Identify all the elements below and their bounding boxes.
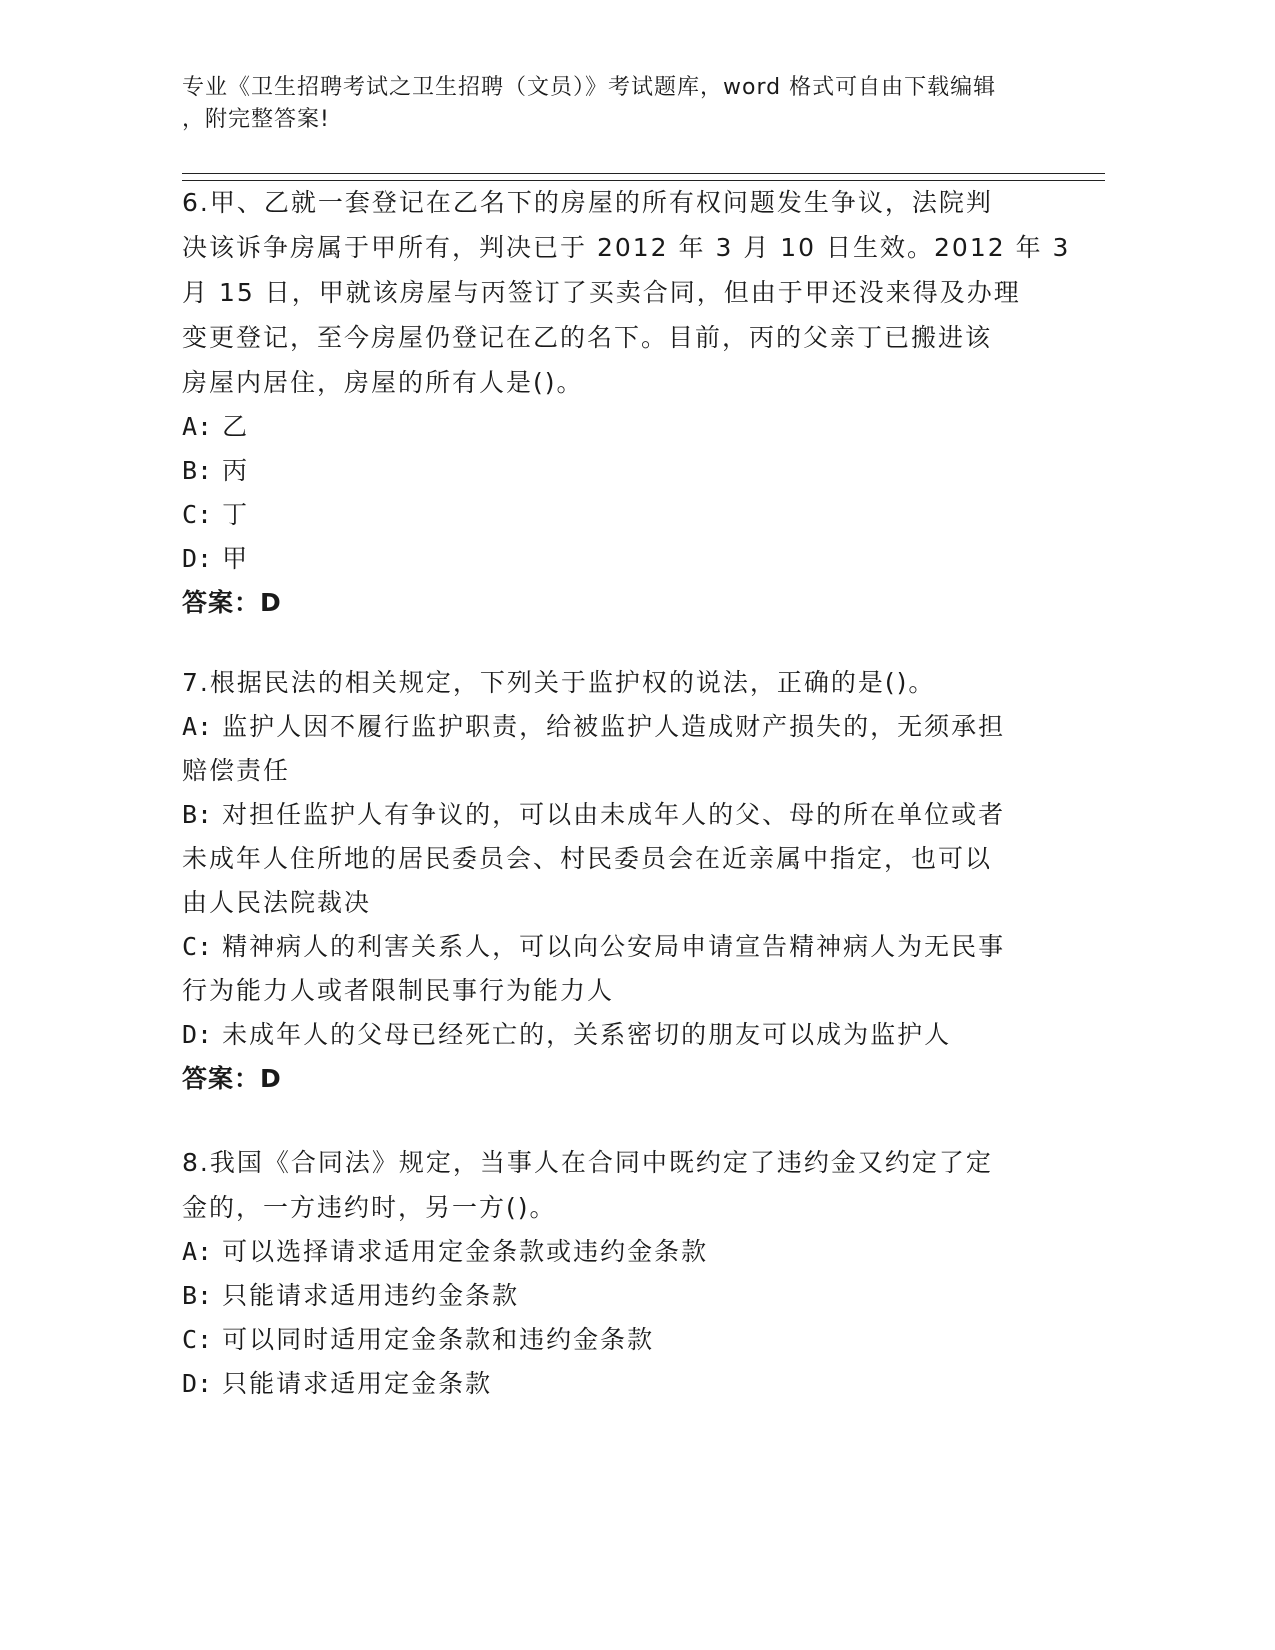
option-key: D: [182, 1020, 213, 1049]
option-key: B: [182, 456, 213, 485]
option-text: 只能请求适用定金条款 [222, 1369, 493, 1398]
option-key: D: [182, 544, 213, 573]
option-key: A: [182, 412, 213, 441]
option-c [182, 1318, 1042, 1362]
answer-label: 答案：D [182, 1064, 282, 1093]
option-key: B: [182, 1281, 213, 1310]
question-stem [182, 180, 1071, 405]
option-text: 只能请求适用违约金条款 [222, 1281, 520, 1310]
option-key: A: [182, 712, 213, 741]
header-line-2: ，附完整答案! [182, 107, 330, 132]
stem-line: 变更登记，至今房屋仍登记在乙的名下。目前，丙的父亲丁已搬进该 [182, 323, 993, 352]
option-text: 未成年人的父母已经死亡的，关系密切的朋友可以成为监护人 [222, 1020, 952, 1049]
option-text: 精神病人的利害关系人，可以向公安局申请宣告精神病人为无民事 [222, 932, 1006, 961]
option-text: 甲 [222, 544, 250, 573]
stem-line: 月 15 日，甲就该房屋与丙签订了买卖合同，但由于甲还没来得及办理 [182, 278, 1021, 307]
header-line-1: 专业《卫生招聘考试之卫生招聘（文员）》考试题库，word 格式可自由下载编辑 [182, 75, 997, 100]
option-a [182, 705, 1042, 793]
option-key: D: [182, 1369, 213, 1398]
option-text: 未成年人住所地的居民委员会、村民委员会在近亲属中指定，也可以 [182, 844, 993, 873]
header-divider-top [182, 173, 1105, 174]
option-text: 丙 [222, 456, 250, 485]
option-text: 可以同时适用定金条款和违约金条款 [222, 1325, 655, 1354]
option-text: 赔偿责任 [182, 756, 291, 785]
option-key: C: [182, 1325, 213, 1354]
option-b [182, 1274, 1042, 1318]
option-a [182, 1230, 1042, 1274]
stem-line: 决该诉争房属于甲所有，判决已于 2012 年 3 月 10 日生效。2012 年 3 [182, 233, 1071, 262]
option-text: 由人民法院裁决 [182, 888, 372, 917]
option-key: A: [182, 1237, 213, 1266]
option-d [182, 1362, 1042, 1406]
question-stem [182, 660, 1042, 705]
option-b [182, 449, 1042, 493]
option-text: 对担任监护人有争议的，可以由未成年人的父、母的所在单位或者 [222, 800, 1006, 829]
question-stem [182, 1140, 1042, 1230]
option-text: 乙 [222, 412, 250, 441]
option-key: C: [182, 500, 213, 529]
option-c [182, 925, 1042, 1013]
stem-line: 7.根据民法的相关规定，下列关于监护权的说法，正确的是()。 [182, 668, 936, 697]
option-line [182, 925, 1042, 969]
stem-line: 8.我国《合同法》规定，当事人在合同中既约定了违约金又约定了定 [182, 1148, 993, 1177]
option-text: 监护人因不履行监护职责，给被监护人造成财产损失的，无须承担 [222, 712, 1006, 741]
option-a [182, 405, 1042, 449]
stem-line: 金的，一方违约时，另一方()。 [182, 1193, 557, 1222]
stem-line: 6.甲、乙就一套登记在乙名下的房屋的所有权问题发生争议，法院判 [182, 188, 993, 217]
question-7 [182, 660, 1042, 1101]
answer-label: 答案：D [182, 588, 282, 617]
option-line [182, 793, 1042, 837]
option-text: 可以选择请求适用定金条款或违约金条款 [222, 1237, 709, 1266]
option-b [182, 793, 1042, 925]
option-text: 丁 [222, 500, 250, 529]
question-8 [182, 1140, 1042, 1406]
question-6 [182, 180, 1071, 625]
option-key: B: [182, 800, 213, 829]
option-c [182, 493, 1042, 537]
stem-line: 房屋内居住，房屋的所有人是()。 [182, 368, 584, 397]
option-key: C: [182, 932, 213, 961]
option-d [182, 537, 1042, 581]
option-text: 行为能力人或者限制民事行为能力人 [182, 976, 615, 1005]
option-line [182, 705, 1042, 749]
option-d [182, 1013, 1042, 1057]
document-header [182, 72, 1042, 136]
